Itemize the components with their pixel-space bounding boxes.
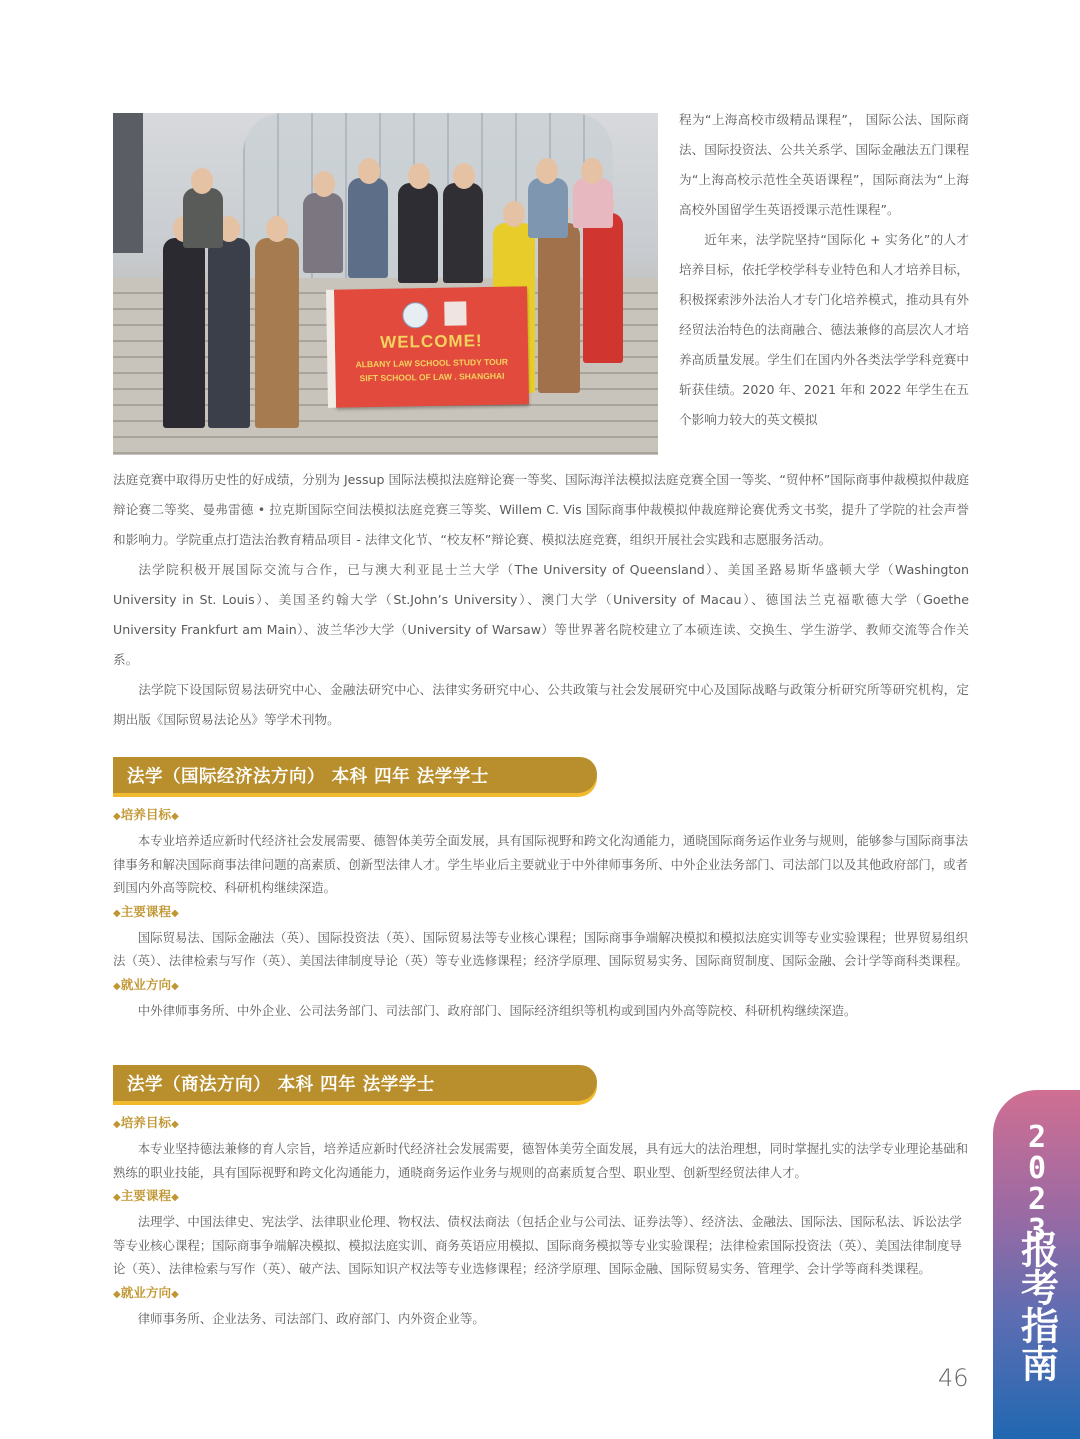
diamond-icon: ◆ <box>113 980 121 992</box>
side-tab-year: 2023 <box>1019 1120 1055 1244</box>
diamond-icon: ◆ <box>171 907 179 919</box>
intro-paragraph-2: 近年来，法学院坚持“国际化 + 实务化”的人才培养目标，依托学校学科专业特色和人才培养目标，积极探索涉外法治人才专门化培养模式，推动具有外经贸法治特色的法商融合、德法兼修的高层次人才培养高质量发展。学生们在国内外各类法学学科竞赛中斩获佳绩。2020 年、2021 年和 2022 年学生在五个影响力较大的英文模拟 <box>679 232 969 427</box>
training-goal-text: 本专业培养适应新时代经济社会发展需要、德智体美劳全面发展，具有国际视野和跨文化沟通能力，通晓国际商务运作业务与规则，能够参与国际商事法律事务和解决国际商事法律问题的高素质、创新型法律人才。学生毕业后主要就业于中外律师事务所、中外企业法务部门、司法部门以及其他政府部门，或者到国内外高等院校、科研机构继续深造。 <box>113 833 968 895</box>
subheading-career: ◆就业方向◆ <box>113 976 179 992</box>
intro-full-width <box>113 465 969 735</box>
program-details-1 <box>113 803 969 1022</box>
subheading-main-courses: ◆主要课程◆ <box>113 903 179 919</box>
main-courses-text: 法理学、中国法律史、宪法学、法律职业伦理、物权法、债权法商法（包括企业与公司法、证券法等）、经济法、金融法、国际法、国际私法、诉讼法学等专业核心课程；国际商事争端解决模拟、模拟法庭实训、商务英语应用模拟、国际商务模拟等专业实验课程；法律检索国际投资法（英）、美国法律制度导论（英）、法律检索与写作（英）、破产法、国际知识产权法等专业选修课程；经济学原理、国际金融、国际贸易实务、管理学、会计学等商科类课程。 <box>113 1214 962 1276</box>
program-title: 法学（商法方向） 本科 四年 法学学士 <box>127 1075 435 1095</box>
subheading-main-courses: ◆主要课程◆ <box>113 1188 179 1203</box>
diamond-icon: ◆ <box>171 1192 179 1203</box>
school-logo-icon <box>444 301 466 325</box>
page-number: 46 <box>938 1364 969 1392</box>
university-seal-icon <box>402 302 428 328</box>
banner-line-2: SIFT SCHOOL OF LAW . SHANGHAI <box>359 370 505 384</box>
side-tab-admission-guide <box>993 1090 1080 1439</box>
banner-welcome-text: WELCOME! <box>380 331 483 352</box>
program-details-2 <box>113 1111 969 1330</box>
group-photo <box>113 113 658 455</box>
program-banner-commercial-law <box>113 1065 597 1101</box>
building-left <box>113 113 143 253</box>
diamond-icon: ◆ <box>113 1192 121 1203</box>
diamond-icon: ◆ <box>171 811 179 822</box>
diamond-icon: ◆ <box>171 1288 179 1300</box>
diamond-icon: ◆ <box>113 1119 121 1130</box>
subheading-training-goal: ◆培养目标◆ <box>113 1115 179 1130</box>
banner-line-1: ALBANY LAW SCHOOL STUDY TOUR <box>355 356 509 370</box>
career-text: 律师事务所、企业法务、司法部门、政府部门、内外资企业等。 <box>137 1310 485 1326</box>
intro-right-column <box>679 105 969 435</box>
subheading-career: ◆就业方向◆ <box>113 1284 179 1300</box>
diamond-icon: ◆ <box>113 811 121 822</box>
career-text: 中外律师事务所、中外企业、公司法务部门、司法部门、政府部门、国际经济组织等机构或到国内外高等院校、科研机构继续深造。 <box>137 1002 857 1018</box>
intro-paragraph-4: 法学院积极开展国际交流与合作，已与澳大利亚昆士兰大学（The University of Queensland）、美国圣路易斯华盛顿大学（Washington University in St. Louis）、美国圣约翰大学（St.John’s University）、澳门大学（University of Macau）、德国法兰克福歌德大学（Goethe University Frankfurt am Main）、波兰华沙大学（University of Warsaw）等世界著名院校建立了本硕连读、交换生、学生游学、教师交流等合作关系。 <box>113 562 969 667</box>
diamond-icon: ◆ <box>113 1288 121 1300</box>
program-title: 法学（国际经济法方向） 本科 四年 法学学士 <box>127 767 489 787</box>
diamond-icon: ◆ <box>171 1119 179 1130</box>
subheading-training-goal: ◆培养目标◆ <box>113 807 179 822</box>
intro-paragraph-1: 程为“上海高校市级精品课程”， 国际公法、国际商法、国际投资法、公共关系学、国际金融法五门课程为“上海高校示范性全英语课程”，国际商法为“上海高校外国留学生英语授课示范性课程”。 <box>679 112 969 217</box>
diamond-icon: ◆ <box>113 907 121 919</box>
intro-paragraph-5: 法学院下设国际贸易法研究中心、金融法研究中心、法律实务研究中心、公共政策与社会发展研究中心及国际战略与政策分析研究所等研究机构，定期出版《国际贸易法论丛》等学术刊物。 <box>113 682 969 727</box>
main-courses-text: 国际贸易法、国际金融法（英）、国际投资法（英）、国际贸易法等专业核心课程；国际商事争端解决模拟和模拟法庭实训等专业实验课程；世界贸易组织法（英）、法律检索与写作（英）、美国法律制度导论（英）等专业选修课程；经济学原理、国际贸易实务、国际商贸制度、国际金融、会计学等商科类课程。 <box>113 929 968 968</box>
diamond-icon: ◆ <box>171 980 179 992</box>
training-goal-text: 本专业坚持德法兼修的育人宗旨，培养适应新时代经济社会发展需要，德智体美劳全面发展，具有远大的法治理想，同时掌握扎实的法学专业理论基础和熟练的职业技能，具有国际视野和跨文化沟通能力，通晓商务运作业务与规则的高素质复合型、职业型、创新型经贸法律人才。 <box>113 1141 968 1180</box>
program-banner-international-economic-law <box>113 757 597 793</box>
welcome-banner <box>334 286 529 407</box>
intro-paragraph-3: 法庭竞赛中取得历史性的好成绩，分别为 Jessup 国际法模拟法庭辩论赛一等奖、国际海洋法模拟法庭竞赛全国一等奖、“贸仲杯”国际商事仲裁模拟仲裁庭辩论赛二等奖、曼弗雷德 • 拉克斯国际空间法模拟法庭竞赛三等奖、Willem C. Vis 国际商事仲裁模拟仲裁庭辩论赛优秀文书奖，提升了学院的社会声誉和影响力。学院重点打造法治教育精品项目 - 法律文化节、“校友杯”辩论赛、模拟法庭竞赛，组织开展社会实践和志愿服务活动。 <box>113 472 969 547</box>
side-tab-title: 报考指南 <box>1014 1230 1060 1382</box>
